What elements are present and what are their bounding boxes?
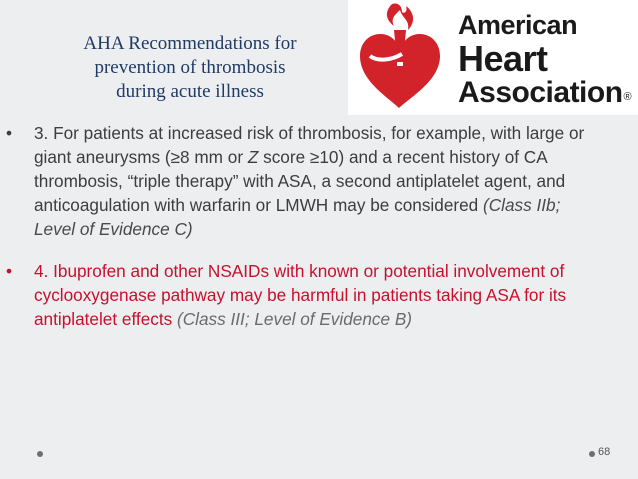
aha-logo <box>348 0 638 115</box>
bullet-marker: • <box>6 261 13 281</box>
bullet-3-text-a: 3. For patients at increased risk of thrombosis, for example, with large or giant aneurysms (≥8 mm or <box>34 123 585 167</box>
bullet-3-z: Z <box>247 147 259 167</box>
logo-wordmark <box>458 10 631 113</box>
title-line-1: AHA Recommendations for <box>83 33 297 54</box>
logo-line-3-text: Association <box>458 76 623 109</box>
bullet-item-3 <box>6 121 606 241</box>
title-line-3: during acute illness <box>116 81 264 102</box>
logo-line-2: Heart <box>458 38 548 79</box>
slide-title <box>40 32 340 104</box>
bullet-marker: • <box>6 123 13 143</box>
heart-torch-icon <box>356 0 442 115</box>
footer-dot-left <box>37 451 43 457</box>
bullet-4-classification: (Class III; Level of Evidence B) <box>177 309 413 329</box>
bullet-4-text: 4. Ibuprofen and other NSAIDs with known or potential involvement of cyclooxygenase pathway may be harmful in patients taking ASA for its antiplatelet effects <box>34 261 567 329</box>
title-line-2: prevention of thrombosis <box>94 57 286 78</box>
page-number: 68 <box>598 446 611 458</box>
footer-dot-right <box>589 451 595 457</box>
bullet-3-classification: (Class IIb; Level of Evidence C) <box>34 195 561 239</box>
bullet-item-4 <box>6 259 606 331</box>
logo-line-1: American <box>458 10 578 40</box>
bullet-3-text-b: score ≥10) and a recent history of CA thrombosis, “triple therapy” with ASA, a second antiplatelet agent, and anticoagulation with warfarin or LMWH may be considered <box>34 147 566 215</box>
bullet-list <box>6 121 606 331</box>
registered-mark: ® <box>623 91 632 103</box>
logo-line-3 <box>458 77 631 113</box>
